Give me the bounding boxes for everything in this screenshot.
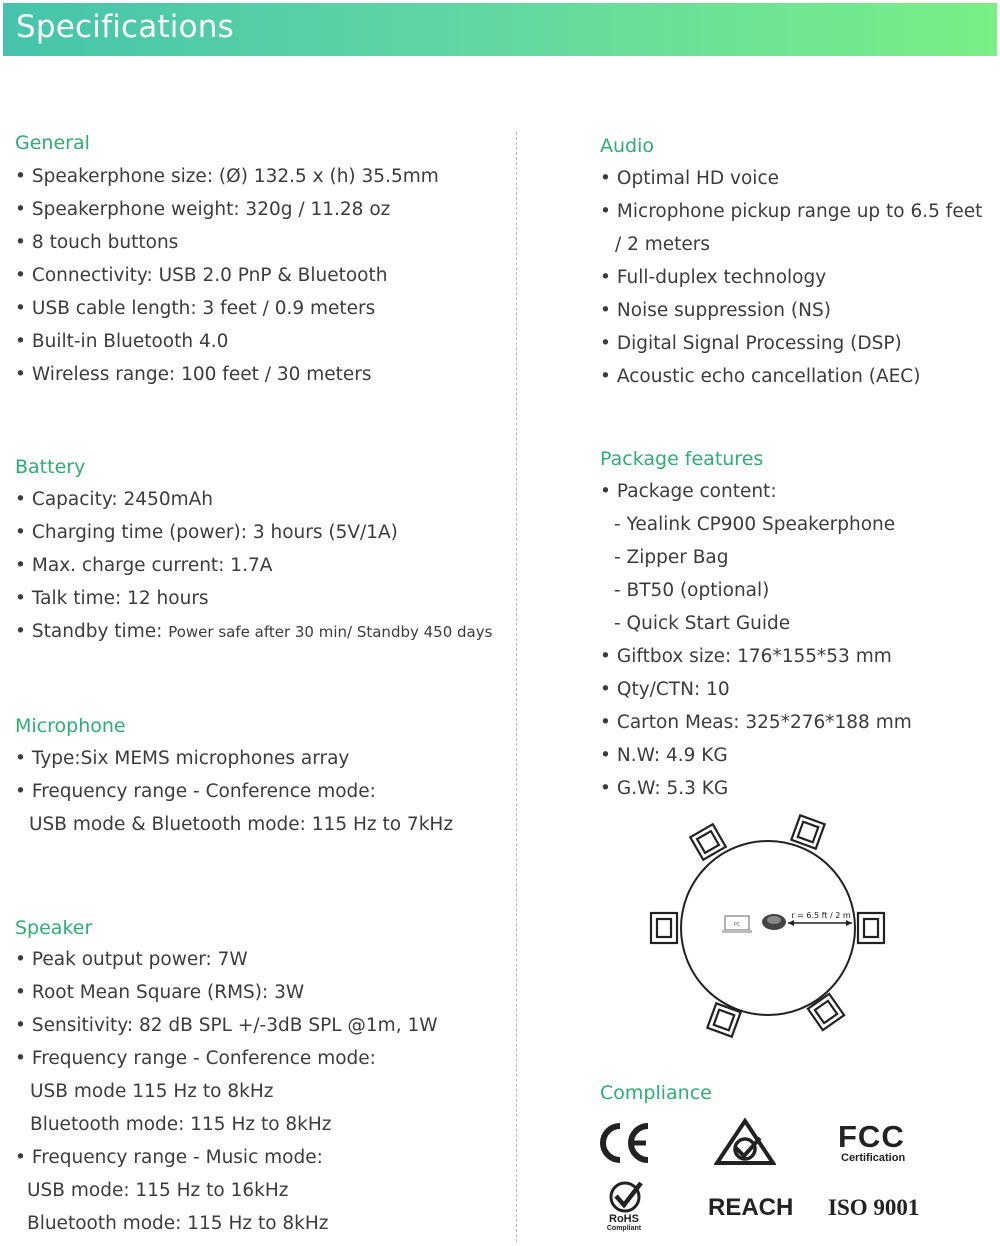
list-item-continuation: / 2 meters <box>615 234 711 255</box>
list-item: • Speakerphone weight: 320g / 11.28 oz <box>15 199 391 220</box>
iso-logo-icon: ISO 9001 <box>828 1195 920 1220</box>
ce-mark-icon <box>598 1122 654 1164</box>
laptop-icon <box>722 916 752 933</box>
list-item: • Root Mean Square (RMS): 3W <box>15 982 305 1003</box>
list-item: • Acoustic echo cancellation (AEC) <box>600 366 921 387</box>
list-item: • Frequency range - Conference mode: <box>15 1048 376 1069</box>
svg-text:PC: PC <box>733 922 741 928</box>
list-item-continuation: Bluetooth mode: 115 Hz to 8kHz <box>27 1213 329 1234</box>
chair-icon <box>791 815 824 848</box>
list-item: • Peak output power: 7W <box>15 949 248 970</box>
page-title: Specifications <box>16 9 234 45</box>
pickup-range-diagram <box>630 808 900 1048</box>
list-item: • Carton Meas: 325*276*188 mm <box>600 712 912 733</box>
list-item: • Talk time: 12 hours <box>15 588 209 609</box>
package-content-item: - BT50 (optional) <box>614 580 770 601</box>
chair-icon <box>808 994 844 1030</box>
section-heading-audio: Audio <box>600 135 655 157</box>
header-banner <box>3 3 997 56</box>
list-item: • USB cable length: 3 feet / 0.9 meters <box>15 298 376 319</box>
list-item: • Standby time: Power safe after 30 min/ Standby 450 days <box>15 621 493 642</box>
list-item: • Optimal HD voice <box>600 168 779 189</box>
list-item: • Full-duplex technology <box>600 267 827 288</box>
package-content-item: - Yealink CP900 Speakerphone <box>614 514 896 535</box>
section-heading-battery: Battery <box>15 456 86 478</box>
package-content-item: - Zipper Bag <box>614 547 729 568</box>
standby-detail: Power safe after 30 min/ Standby 450 days <box>168 623 493 641</box>
list-item: • Frequency range - Conference mode: <box>15 781 376 802</box>
section-heading-speaker: Speaker <box>15 917 93 939</box>
rcm-mark-icon <box>714 1118 776 1166</box>
chair-icon <box>858 913 884 943</box>
list-item: • Speakerphone size: (Ø) 132.5 x (h) 35.5mm <box>15 166 439 187</box>
list-item: • G.W: 5.3 KG <box>600 778 729 799</box>
section-heading-package: Package features <box>600 448 764 470</box>
list-item: • Sensitivity: 82 dB SPL +/-3dB SPL @1m, 1W <box>15 1015 438 1036</box>
section-heading-general: General <box>15 132 90 154</box>
list-item: • Capacity: 2450mAh <box>15 489 214 510</box>
list-item: • Type:Six MEMS microphones array <box>15 748 350 769</box>
list-item: • Charging time (power): 3 hours (5V/1A) <box>15 522 398 543</box>
list-item: • Max. charge current: 1.7A <box>15 555 273 576</box>
section-heading-microphone: Microphone <box>15 715 126 737</box>
package-content-item: - Quick Start Guide <box>614 613 791 634</box>
list-item-continuation: USB mode & Bluetooth mode: 115 Hz to 7kHz <box>29 814 454 835</box>
list-item-continuation: USB mode: 115 Hz to 16kHz <box>27 1180 289 1201</box>
radius-label: r = 6.5 ft / 2 m <box>791 911 851 920</box>
list-item: • Microphone pickup range up to 6.5 feet <box>600 201 983 222</box>
list-item: • Frequency range - Music mode: <box>15 1147 323 1168</box>
list-item-continuation: USB mode 115 Hz to 8kHz <box>30 1081 274 1102</box>
list-item: • Digital Signal Processing (DSP) <box>600 333 902 354</box>
list-item: • Noise suppression (NS) <box>600 300 831 321</box>
list-item: • Connectivity: USB 2.0 PnP & Bluetooth <box>15 265 388 286</box>
chair-icon <box>651 913 677 943</box>
list-item-continuation: Bluetooth mode: 115 Hz to 8kHz <box>30 1114 332 1135</box>
speakerphone-icon <box>762 914 786 930</box>
list-item: • Wireless range: 100 feet / 30 meters <box>15 364 372 385</box>
list-item: • Built-in Bluetooth 4.0 <box>15 331 229 352</box>
reach-logo-icon: REACH <box>708 1194 794 1221</box>
list-item: • Giftbox size: 176*155*53 mm <box>600 646 892 667</box>
column-divider <box>516 132 517 1242</box>
section-heading-compliance: Compliance <box>600 1082 712 1104</box>
list-item: • Qty/CTN: 10 <box>600 679 730 700</box>
list-item: • 8 touch buttons <box>15 232 179 253</box>
list-item: • Package content: <box>600 481 777 502</box>
list-item: • N.W: 4.9 KG <box>600 745 728 766</box>
rohs-check-icon: RoHS Compliant <box>602 1180 648 1238</box>
fcc-logo-icon: FCC Certification <box>838 1119 906 1164</box>
